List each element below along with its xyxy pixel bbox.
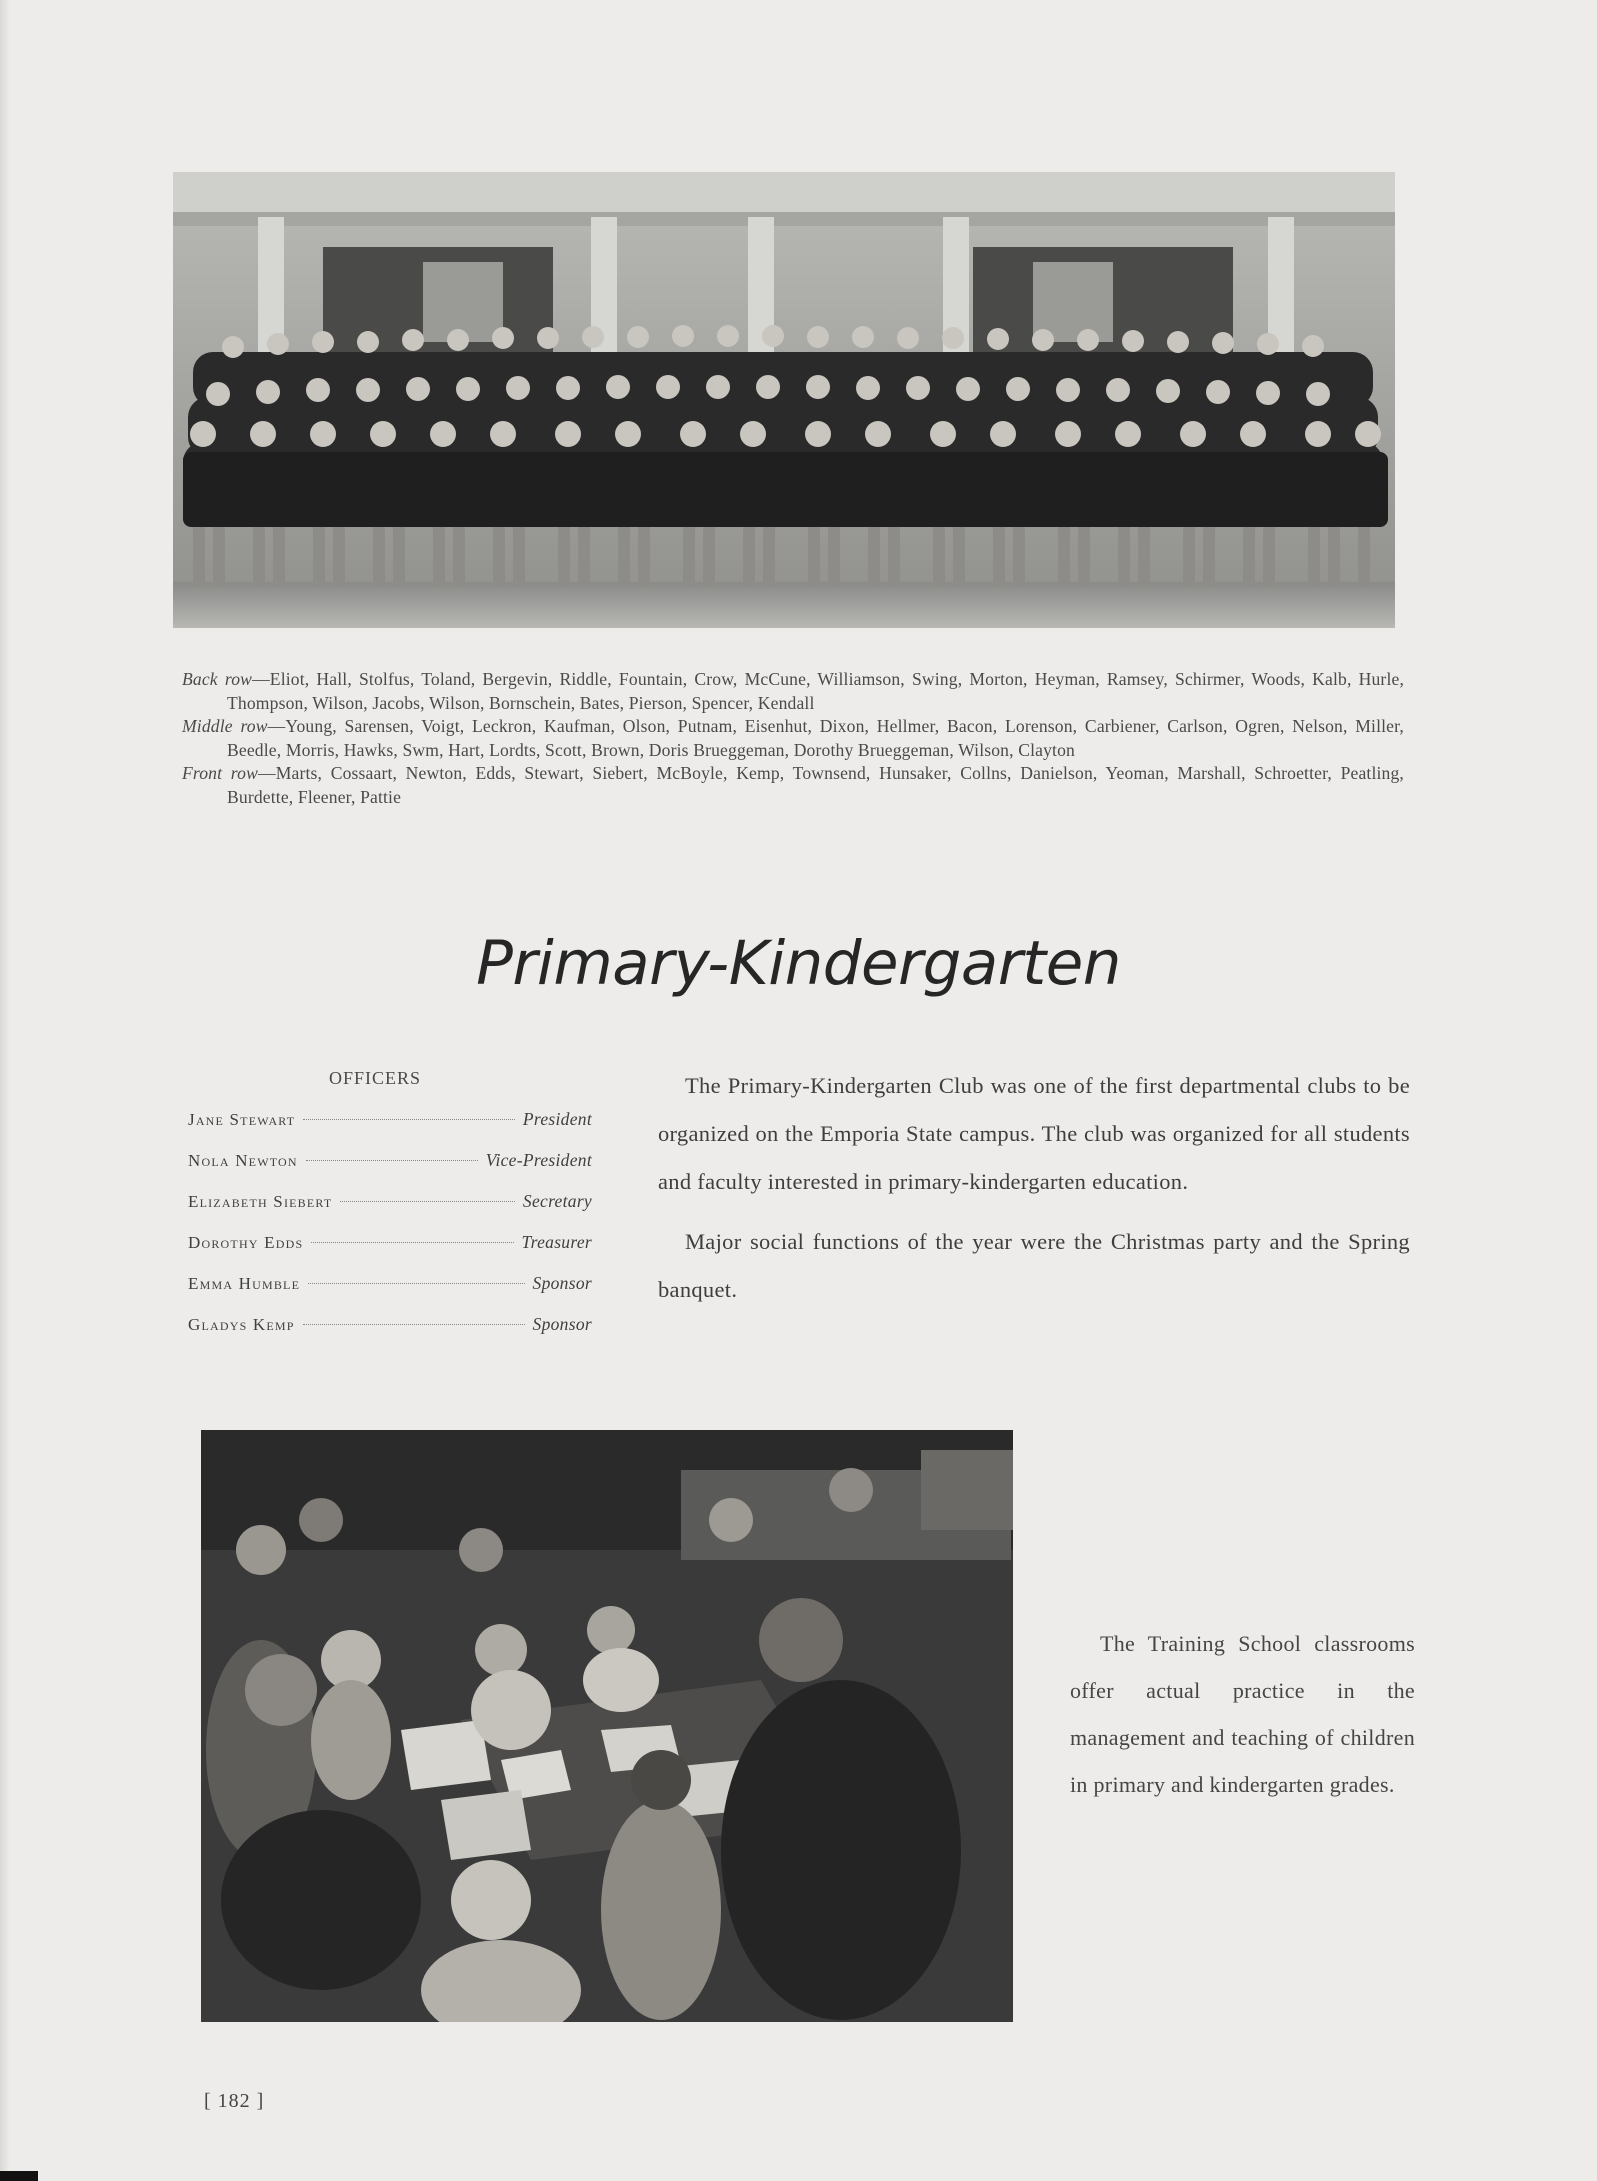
training-caption-text: The Training School classrooms offer actual practice in the management and teaching of children in primary and kindergarten grades. (1070, 1631, 1415, 1797)
description-paragraph: Major social functions of the year were the Christmas party and the Spring banquet. (658, 1229, 1410, 1302)
caption-row-label: Front row (182, 763, 258, 783)
training-caption (1070, 1620, 1415, 1808)
group-photo-image (173, 172, 1395, 628)
leader-dots (306, 1160, 478, 1161)
officer-name: Emma Humble (188, 1274, 301, 1293)
leader-dots (308, 1283, 524, 1284)
group-photo (173, 172, 1395, 628)
caption-row-names: —Marts, Cossaart, Newton, Edds, Stewart, Siebert, McBoyle, Kemp, Townsend, Hunsaker, Collns, Danielson, Yeoman, Marshall, Schroetter, Peatling, Burdette, Fleener, Pattie (227, 763, 1404, 807)
leader-dots (311, 1242, 513, 1243)
photo-caption (182, 668, 1404, 809)
officer-role: Treasurer (521, 1232, 592, 1252)
officer-role: Secretary (522, 1191, 592, 1211)
caption-row-names: —Young, Sarensen, Voigt, Leckron, Kaufman, Olson, Putnam, Eisenhut, Dixon, Hellmer, Bacon, Lorenson, Carbiener, Carlson, Ogren, Nelson, Miller, Beedle, Morris, Hawks, Swm, Hart, Lordts, Scott, Brown, Doris Brueggeman, Dorothy Brueggeman, Wilson, Clayton (227, 716, 1404, 760)
officers-list (188, 1068, 592, 1355)
officer-row (188, 1314, 592, 1355)
scan-corner-mark (0, 2171, 38, 2181)
leader-dots (340, 1201, 514, 1202)
club-description (658, 1062, 1410, 1326)
officer-role: Sponsor (532, 1314, 592, 1334)
officer-name: Gladys Kemp (188, 1315, 295, 1334)
leader-dots (303, 1119, 515, 1120)
caption-back-row (182, 668, 1404, 715)
officer-name: Jane Stewart (188, 1110, 296, 1129)
description-paragraph: The Primary-Kindergarten Club was one of the first departmental clubs to be organized on the Emporia State campus. The club was organized for all students and faculty interested in primary-kindergarten education. (658, 1073, 1410, 1194)
caption-row-label: Back row (182, 669, 253, 689)
officer-name: Dorothy Edds (188, 1233, 304, 1252)
officer-name: Nola Newton (188, 1151, 298, 1170)
officers-heading: OFFICERS (328, 1068, 422, 1088)
page-binding-shadow (0, 0, 10, 2181)
officer-role: Sponsor (532, 1273, 592, 1293)
caption-middle-row (182, 715, 1404, 762)
officer-row (188, 1232, 592, 1273)
officer-row (188, 1109, 592, 1150)
page-number: [ 182 ] (204, 2090, 265, 2112)
officer-row (188, 1273, 592, 1314)
classroom-photo-image (201, 1430, 1013, 2022)
officer-name: Elizabeth Siebert (188, 1192, 333, 1211)
caption-front-row (182, 762, 1404, 809)
officer-role: President (522, 1109, 592, 1129)
officer-row (188, 1150, 592, 1191)
officer-row (188, 1191, 592, 1232)
officer-role: Vice-President (485, 1150, 592, 1170)
classroom-photo (201, 1430, 1013, 2022)
caption-row-label: Middle row (182, 716, 268, 736)
caption-row-names: —Eliot, Hall, Stolfus, Toland, Bergevin, Riddle, Fountain, Crow, McCune, Williamson, Swing, Morton, Heyman, Ramsey, Schirmer, Woods, Kalb, Hurle, Thompson, Wilson, Jacobs, Wilson, Bornschein, Bates, Pierson, Spencer, Kendall (227, 669, 1404, 713)
leader-dots (303, 1324, 525, 1325)
page-title: Primary-Kindergarten (476, 928, 1121, 999)
